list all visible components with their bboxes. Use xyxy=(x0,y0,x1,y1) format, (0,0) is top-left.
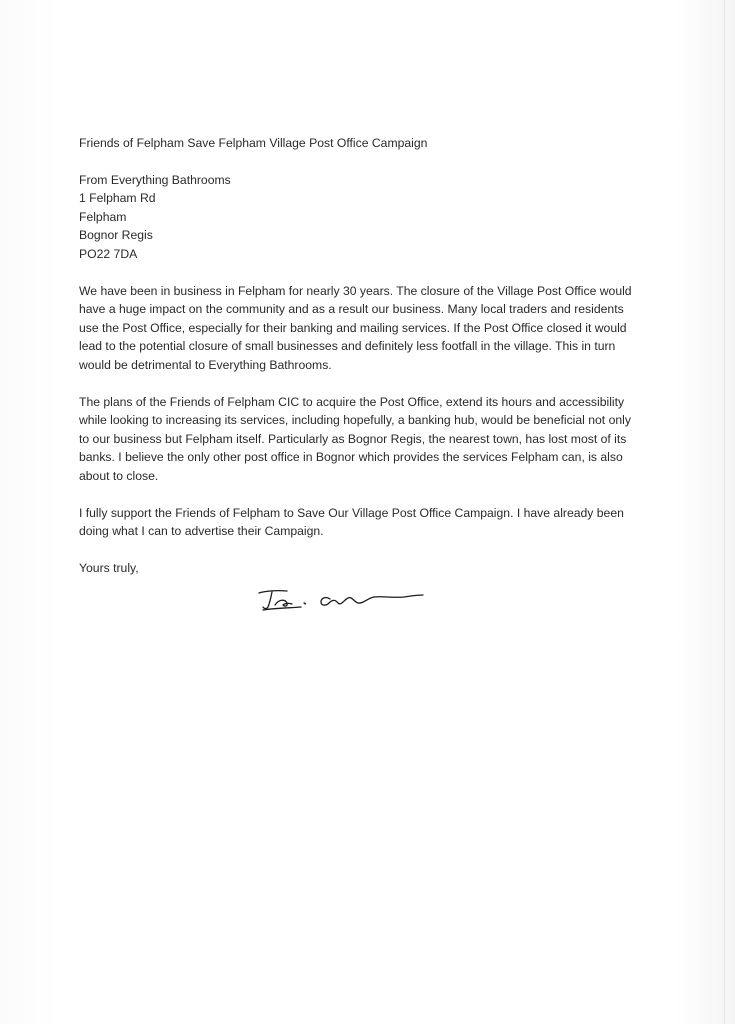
sender-address xyxy=(79,171,639,264)
letter-closing: Yours truly, xyxy=(79,560,139,575)
handwritten-signature xyxy=(255,585,455,615)
paragraph-support: I fully support the Friends of Felpham to Save Our Village Post Office Campaign. I have already been doing what I can to advertise their Campaign. xyxy=(79,505,624,539)
letter-title: Friends of Felpham Save Felpham Village Post Office Campaign xyxy=(79,136,428,150)
address-line-street: 1 Felpham Rd xyxy=(79,191,156,206)
address-line-from: From Everything Bathrooms xyxy=(79,172,231,187)
letter-body xyxy=(79,134,639,577)
address-line-village: Felpham xyxy=(79,209,127,224)
paragraph-cic-plans: The plans of the Friends of Felpham CIC to acquire the Post Office, extend its hours and accessibility while looking to increasing its services, including hopefully, a banking hub, would be beneficial not only to our business but Felpham itself. Particularly as Bognor Regis, the nearest town, has lost most of its banks. I believe the only other post office in Bognor which provides the services Felpham can, is also about to close. xyxy=(79,394,631,483)
address-line-postcode: PO22 7DA xyxy=(79,246,138,261)
scan-edge-line xyxy=(724,0,725,1024)
address-line-town: Bognor Regis xyxy=(79,228,153,243)
paragraph-business-impact: We have been in business in Felpham for nearly 30 years. The closure of the Village Post Office would have a huge impact on the community and as a result our business. Many local traders and residents use the Post Office, especially for their banking and mailing services. If the Post Office closed it would lead to the potential closure of small businesses and definitely less footfall in the village. This in turn would be detrimental to Everything Bathrooms. xyxy=(79,283,632,372)
